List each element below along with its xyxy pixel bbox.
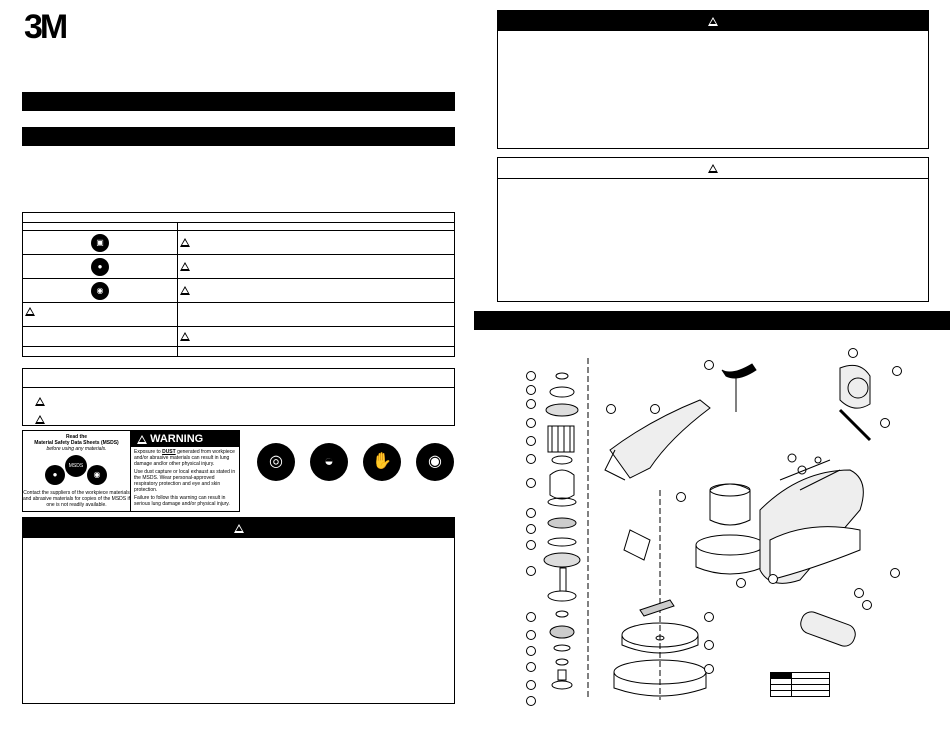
ear-muffs-icon: ◉	[87, 465, 107, 485]
part-callout	[526, 385, 536, 395]
warning-triangle-icon	[234, 524, 244, 533]
part-callout	[650, 404, 660, 414]
dust-warning-box	[130, 430, 240, 512]
part-callout	[526, 630, 536, 640]
parts-legend-table	[770, 672, 830, 697]
section-bar-2	[22, 127, 455, 146]
warning-triangle-icon	[35, 397, 45, 406]
msds-line-3: before using any materials.	[46, 446, 107, 452]
warning-section-right-2	[497, 157, 929, 302]
part-callout	[848, 348, 858, 358]
warning-triangle-icon	[180, 238, 190, 247]
part-callout	[862, 600, 872, 610]
msds-footer-3: one is not readily available.	[46, 502, 107, 508]
part-callout	[526, 646, 536, 656]
msds-footer-2: and abrasive materials for copies of the MSDS if	[23, 496, 130, 502]
warning-triangle-icon	[708, 17, 718, 26]
part-callout	[676, 492, 686, 502]
part-callout	[526, 566, 536, 576]
part-callout	[526, 662, 536, 672]
part-callout	[526, 680, 536, 690]
warning-section-left	[22, 517, 455, 704]
dust-mask-icon: ◒	[310, 443, 348, 481]
part-callout	[854, 588, 864, 598]
warning-triangle-icon	[25, 307, 35, 316]
dust-warning-p2: Use dust capture or local exhaust as stated in the MSDS. Wear personal-approved respiratory protection and eye and skin protection.	[134, 469, 236, 493]
dust-warning-p3: Failure to follow this warning can result in serious lung damage and/or physical injury.	[134, 495, 230, 507]
part-callout	[526, 478, 536, 488]
part-callout	[526, 540, 536, 550]
part-callout	[526, 454, 536, 464]
notes-box	[22, 368, 455, 426]
warning-triangle-icon	[180, 286, 190, 295]
warning-triangle-icon	[180, 262, 190, 271]
dust-warning-header	[131, 431, 239, 447]
part-callout	[704, 360, 714, 370]
part-callout	[704, 612, 714, 622]
warning-triangle-icon	[137, 435, 147, 444]
book-icon: ▣	[91, 234, 109, 252]
msds-footer-1: Contact the suppliers of the workpiece materials	[23, 490, 130, 496]
exploded-parts-diagram	[500, 340, 920, 712]
msds-line-2: Material Safety Data Sheets (MSDS)	[34, 440, 119, 446]
part-callout	[526, 436, 536, 446]
ppe-table	[22, 212, 455, 357]
msds-panel	[22, 430, 131, 512]
brand-logo: 3M	[24, 8, 66, 46]
hearing-icon: ◉	[416, 443, 454, 481]
face-shield-icon: ●	[45, 465, 65, 485]
gloves-icon: ✋	[363, 443, 401, 481]
goggles-icon: ◎	[257, 443, 295, 481]
part-callout	[526, 612, 536, 622]
part-callout	[526, 524, 536, 534]
msds-line-1: Read the	[65, 434, 88, 440]
part-callout	[526, 399, 536, 409]
part-callout	[526, 371, 536, 381]
part-callout	[736, 578, 746, 588]
part-callout	[880, 418, 890, 428]
dust-warning-title: WARNING	[150, 433, 204, 445]
warning-triangle-icon	[180, 332, 190, 341]
part-callout	[704, 664, 714, 674]
part-callout	[892, 366, 902, 376]
parts-section-bar	[474, 311, 950, 330]
part-callout	[768, 574, 778, 584]
part-callout	[526, 696, 536, 706]
part-callout	[606, 404, 616, 414]
part-callout	[890, 568, 900, 578]
warning-triangle-icon	[708, 164, 718, 173]
goggles-icon: ●	[91, 258, 109, 276]
section-bar-1	[22, 92, 455, 111]
ear-muffs-icon: ◉	[91, 282, 109, 300]
part-callout	[704, 640, 714, 650]
ppe-header	[23, 213, 455, 223]
warning-triangle-icon	[35, 415, 45, 424]
part-callout	[526, 418, 536, 428]
part-callout	[526, 508, 536, 518]
msds-badge-icon: MSDS	[65, 455, 87, 477]
warning-section-right-1	[497, 10, 929, 149]
dust-warning-p1: Exposure to DUST generated from workpiece and/or abrasive materials can result in lung damage and/or other physical injury.	[134, 449, 235, 467]
